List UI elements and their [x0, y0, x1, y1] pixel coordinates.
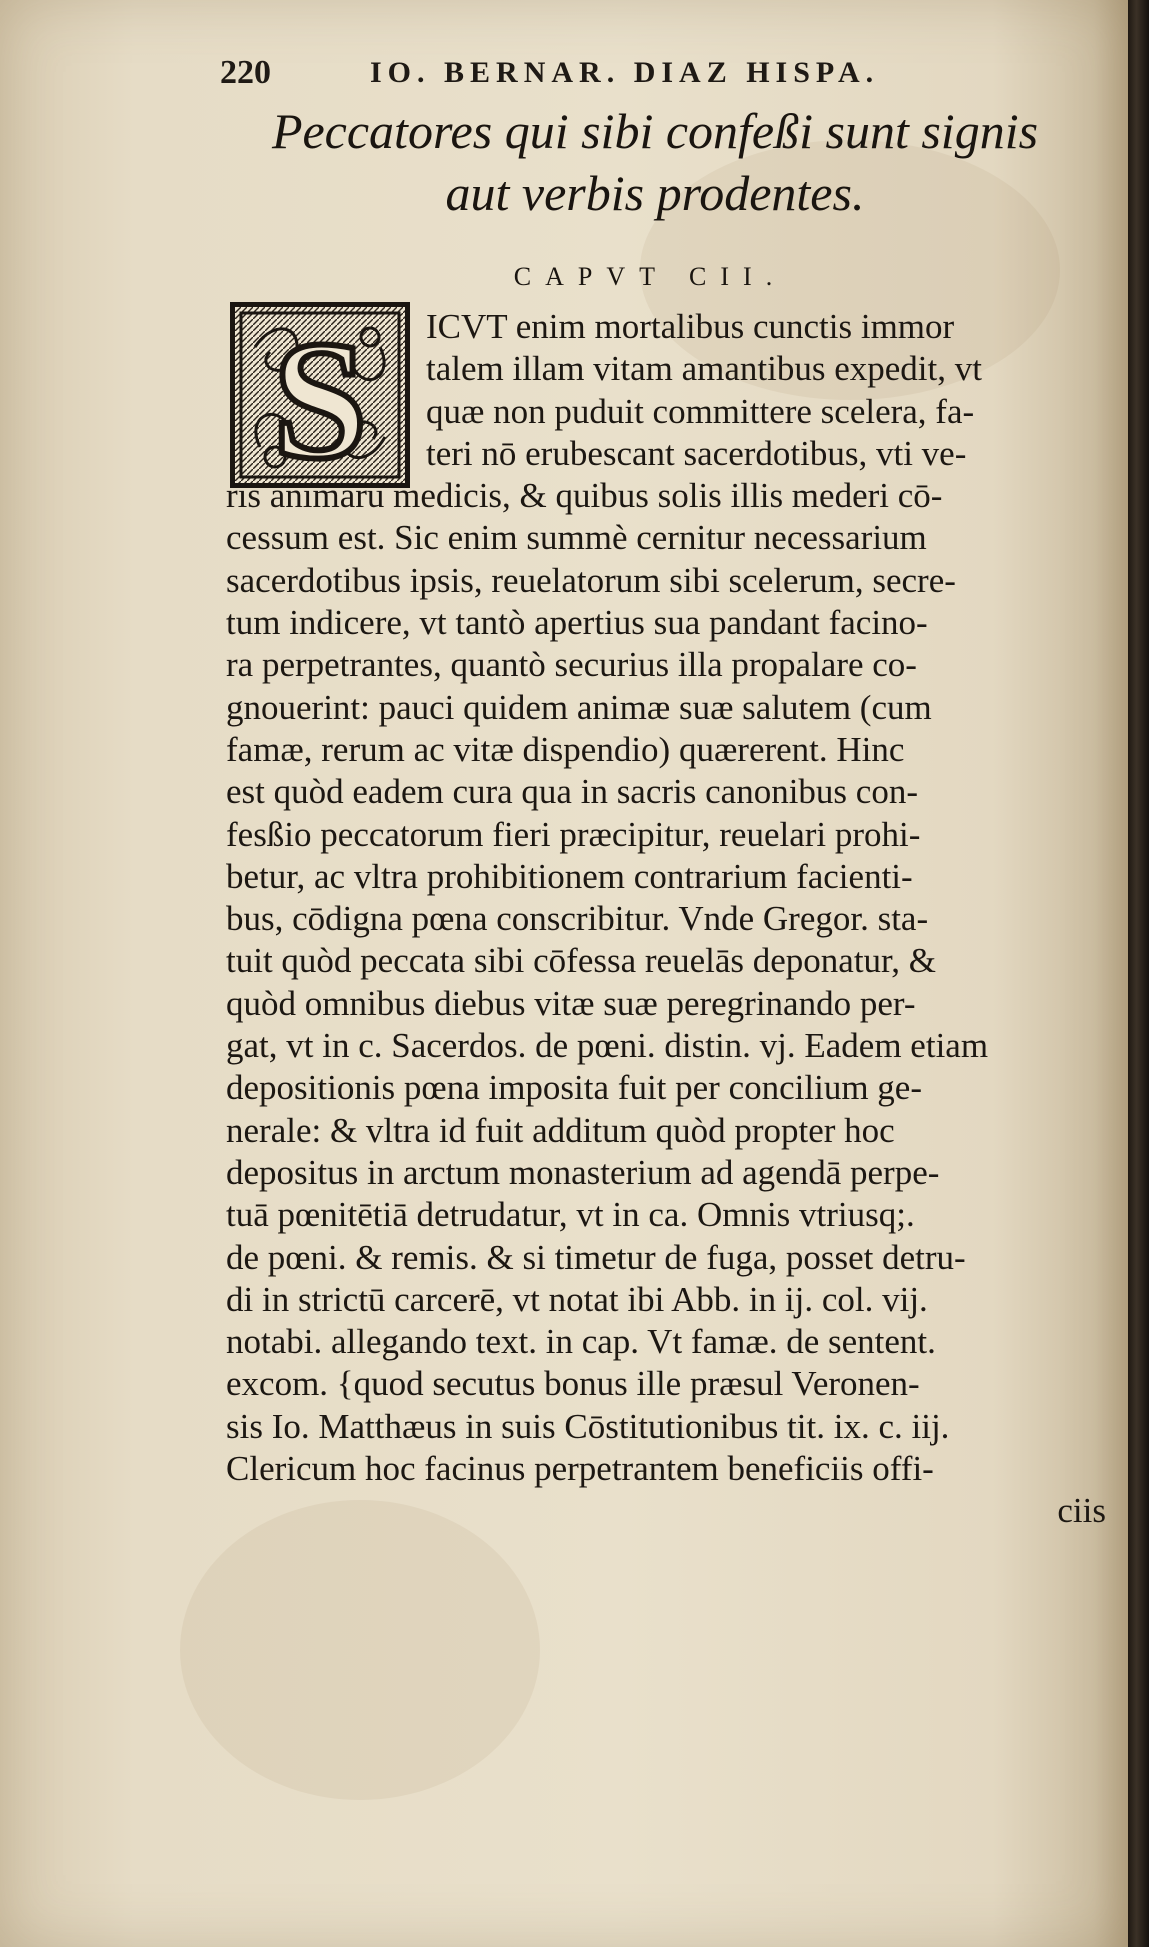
text-line: fesßio peccatorum fieri præcipitur, reuelari prohi- — [226, 814, 921, 854]
running-head: IO. BERNAR. DIAZ HISPA. — [370, 56, 880, 89]
text-line: ICVT enim mortalibus cunctis immor — [426, 307, 955, 346]
folio-number: 220 — [220, 54, 271, 91]
text-line: notabi. allegando text. in cap. Vt famæ. de sentent. — [226, 1322, 936, 1362]
text-line: quæ non puduit committere scelera, fa- — [426, 391, 975, 431]
chapter-title — [230, 100, 1080, 224]
body-text — [226, 306, 1126, 1533]
text-line: ris animarū medicis, & quibus solis illis mederi cō- — [226, 476, 943, 516]
paper-stain — [180, 1500, 540, 1800]
text-line: depositionis pœna imposita fuit per concilium ge- — [226, 1068, 922, 1108]
chapter-title-line: aut verbis prodentes. — [445, 165, 865, 221]
text-line: tuit quòd peccata sibi cōfessa reuelās deponatur, & — [226, 941, 937, 981]
text-line: sis Io. Matthæus in suis Cōstitutionibus tit. ix. c. iij. — [226, 1406, 950, 1446]
text-line: sacerdotibus ipsis, reuelatorum sibi scelerum, secre- — [226, 560, 956, 600]
text-line: cessum est. Sic enim summè cernitur necessarium — [226, 518, 927, 558]
chapter-title-line: Peccatores qui sibi confeßi sunt signis — [271, 103, 1039, 159]
text-line: gat, vt in c. Sacerdos. de pœni. distin. vj. Eadem etiam — [226, 1026, 989, 1066]
text-line: di in strictū carcerē, vt notat ibi Abb. in ij. col. vij. — [226, 1279, 928, 1319]
text-line: nerale: & vltra id fuit additum quòd propter hoc — [226, 1110, 895, 1150]
text-line: de pœni. & remis. & si timetur de fuga, posset detru- — [226, 1237, 966, 1277]
text-line: tuā pœnitētiā detrudatur, vt in ca. Omnis vtriusq;. — [226, 1195, 915, 1235]
binding-edge — [1128, 0, 1149, 1947]
text-line: bus, cōdigna pœna conscribitur. Vnde Gregor. sta- — [226, 899, 929, 939]
text-line: gnouerint: pauci quidem animæ suæ salutem (cum — [226, 687, 932, 727]
text-line: Clericum hoc facinus perpetrantem beneficiis offi- — [226, 1449, 934, 1489]
initial-letter: S — [272, 307, 368, 483]
text-line: tum indicere, vt tantò apertius sua pandant facino- — [226, 603, 928, 643]
text-line: quòd omnibus diebus vitæ suæ peregrinando per- — [226, 983, 916, 1023]
chapter-number: CAPVT CII. — [513, 262, 787, 291]
text-line: betur, ac vltra prohibitionem contrarium facienti- — [226, 856, 913, 896]
text-line: excom. {quod secutus bonus ille præsul Veronen- — [226, 1364, 920, 1404]
text-line: est quòd eadem cura qua in sacris canonibus con- — [226, 772, 918, 812]
text-line: famæ, rerum ac vitæ dispendio) quærerent. Hinc — [226, 729, 905, 769]
text-line: talem illam vitam amantibus expedit, vt — [426, 349, 982, 389]
catchword: ciis — [1057, 1491, 1106, 1531]
text-line: teri nō erubescant sacerdotibus, vti ve- — [426, 433, 967, 473]
page-header — [220, 54, 940, 94]
text-line: ra perpetrantes, quantò securius illa propalare co- — [226, 645, 917, 685]
text-line: depositus in arctum monasterium ad agendā perpe- — [226, 1152, 940, 1192]
